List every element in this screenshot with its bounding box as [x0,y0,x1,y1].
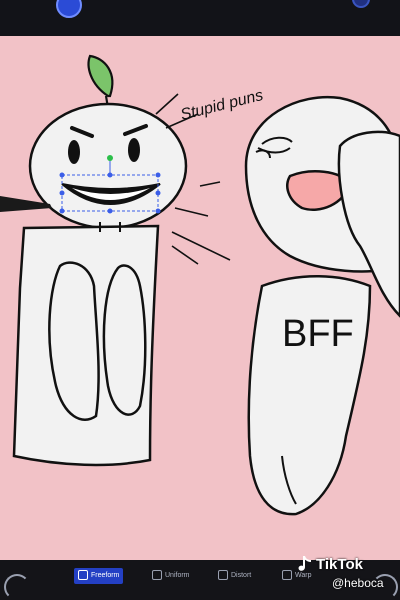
distort-icon [218,570,228,580]
drawing-canvas[interactable] [0,36,400,560]
warp-button[interactable]: Warp [282,568,311,584]
freeform-icon [78,570,88,580]
distort-button[interactable]: Distort [218,568,251,584]
tiktok-brand: TikTok [316,555,363,573]
uniform-icon [152,570,162,580]
top-toolbar [0,0,400,36]
artwork [0,36,400,560]
uniform-button[interactable]: Uniform [152,568,190,584]
color-swatch[interactable] [352,0,370,8]
creator-handle: @heboca [332,576,384,590]
selection-tool-icon[interactable] [56,0,82,18]
left-head [30,104,186,228]
rotate-left-icon[interactable] [4,574,30,600]
warp-icon [282,570,292,580]
shirt-text: BFF [282,313,354,355]
freeform-button[interactable]: Freeform [74,568,123,584]
tiktok-note-icon [296,555,312,573]
annotation-text: Stupid puns [178,86,265,124]
leaf-icon [89,56,113,96]
tiktok-watermark [296,553,363,575]
